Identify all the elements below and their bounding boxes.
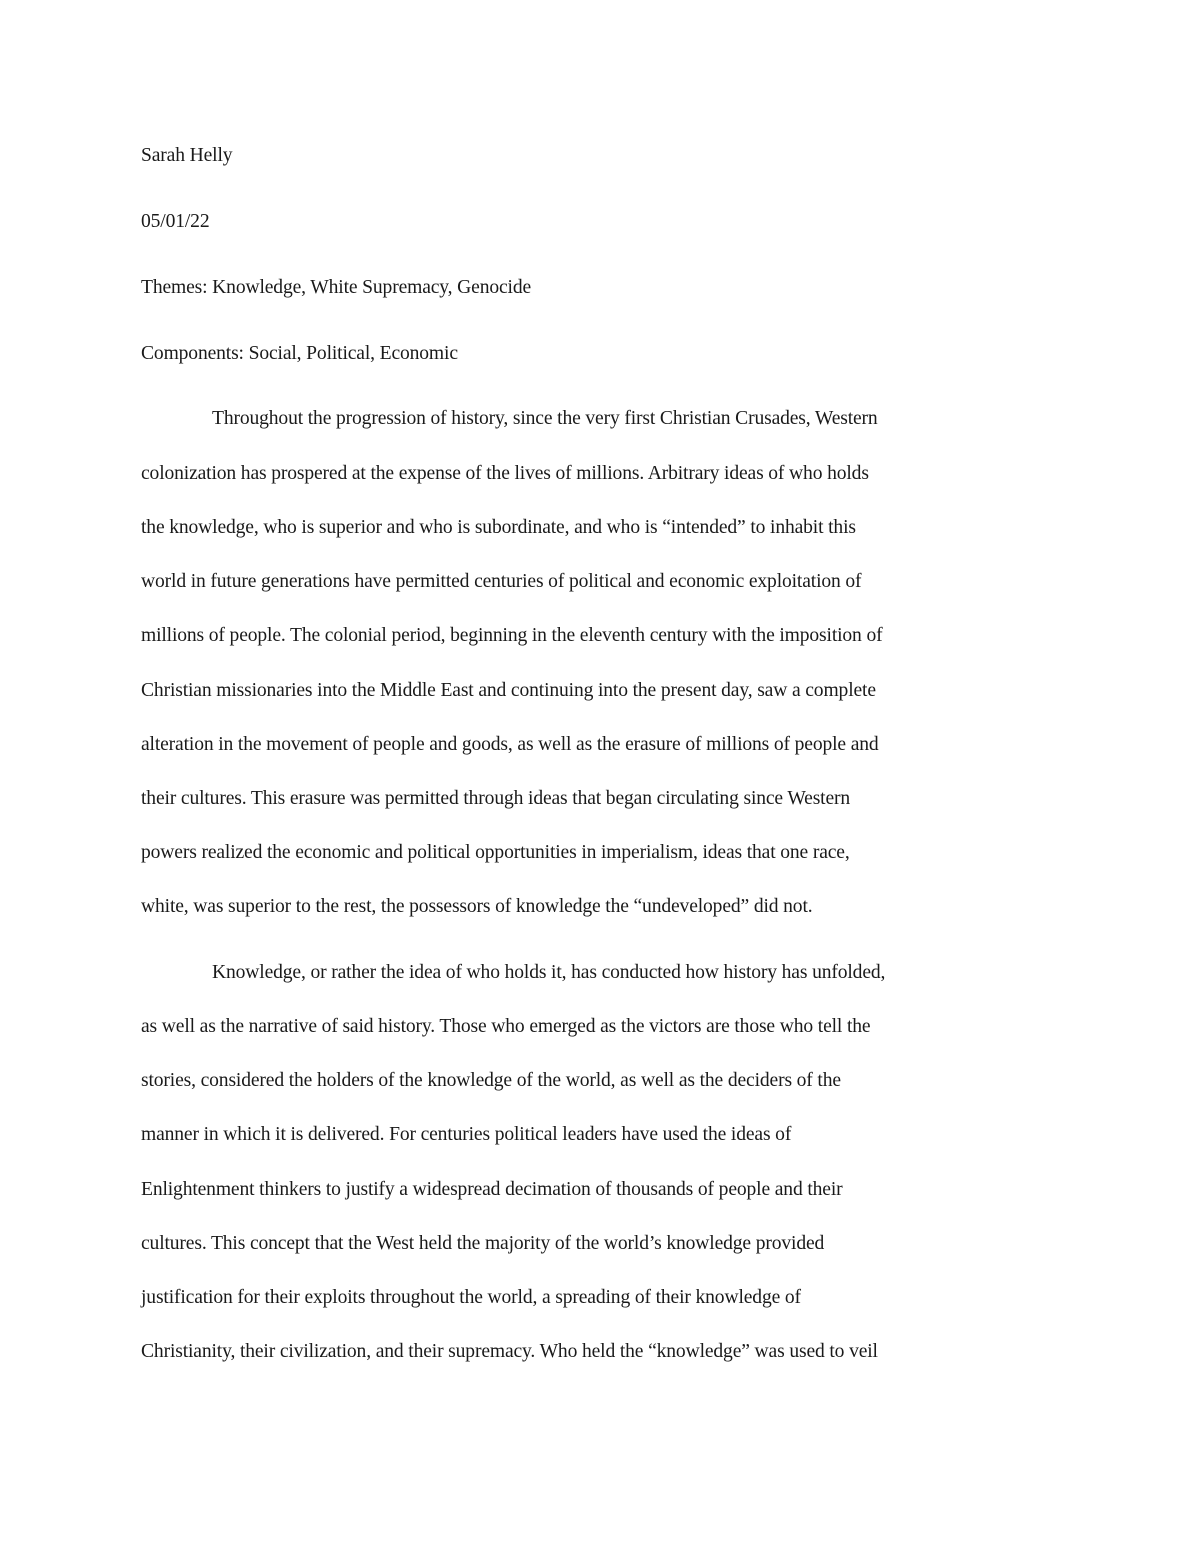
paragraph-line: Enlightenment thinkers to justify a widespread decimation of thousands of people and their	[141, 1179, 843, 1200]
paragraph-line: cultures. This concept that the West held the majority of the world’s knowledge provided	[141, 1233, 825, 1254]
author-name: Sarah Helly	[141, 145, 233, 166]
paragraph-line: white, was superior to the rest, the possessors of knowledge the “undeveloped” did not.	[141, 896, 813, 917]
paragraph-line: colonization has prospered at the expense of the lives of millions. Arbitrary ideas of who holds	[141, 463, 869, 484]
paragraph-line: powers realized the economic and political opportunities in imperialism, ideas that one race,	[141, 842, 850, 863]
paragraph-line: the knowledge, who is superior and who is subordinate, and who is “intended” to inhabit this	[141, 517, 856, 538]
paragraph-line: alteration in the movement of people and goods, as well as the erasure of millions of people and	[141, 734, 879, 755]
paragraph-line: justification for their exploits throughout the world, a spreading of their knowledge of	[141, 1287, 801, 1308]
paragraph-line: stories, considered the holders of the knowledge of the world, as well as the deciders of the	[141, 1070, 841, 1091]
paragraph-line: Christian missionaries into the Middle East and continuing into the present day, saw a complete	[141, 680, 876, 701]
paragraph-line: Knowledge, or rather the idea of who holds it, has conducted how history has unfolded,	[212, 962, 886, 983]
themes-line: Themes: Knowledge, White Supremacy, Genocide	[141, 277, 532, 298]
components-line: Components: Social, Political, Economic	[141, 343, 458, 364]
paragraph-line: world in future generations have permitted centuries of political and economic exploitation of	[141, 571, 862, 592]
paragraph-line: as well as the narrative of said history. Those who emerged as the victors are those who tell the	[141, 1016, 871, 1037]
paragraph-line: manner in which it is delivered. For centuries political leaders have used the ideas of	[141, 1124, 792, 1145]
paragraph-line: their cultures. This erasure was permitted through ideas that began circulating since Western	[141, 788, 851, 809]
paragraph-line: millions of people. The colonial period, beginning in the eleventh century with the imposition of	[141, 625, 883, 646]
paragraph-line: Throughout the progression of history, since the very first Christian Crusades, Western	[212, 408, 878, 429]
date: 05/01/22	[141, 211, 210, 232]
paragraph-line: Christianity, their civilization, and their supremacy. Who held the “knowledge” was used to veil	[141, 1341, 878, 1362]
